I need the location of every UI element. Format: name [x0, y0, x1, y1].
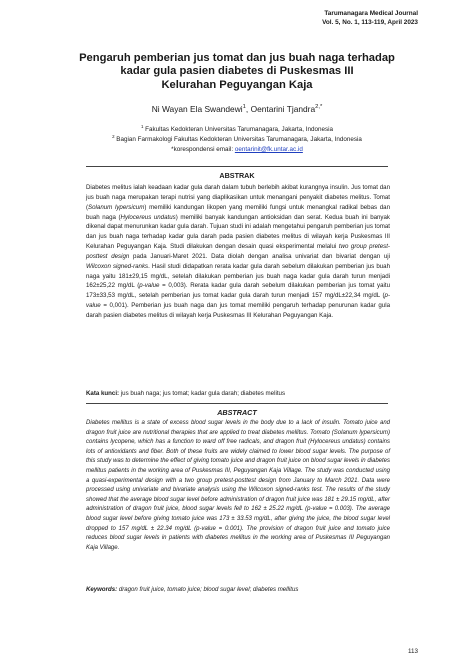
abstrak-tomato-species: Solanum lypersicum: [88, 203, 145, 211]
affiliation-1-text: Fakultas Kedokteran Universitas Tarumanagara, Jakarta, Indonesia: [143, 126, 334, 133]
correspondence-label: *korespondensi email:: [171, 145, 235, 153]
abstrak-paragraph: [86, 183, 390, 321]
author-separator: ,: [245, 104, 251, 114]
keywords: [86, 585, 390, 595]
abstrak-seg-g: = 0,001). Pemberian jus buah naga dan jus tomat memiliki pengaruh terhadap penurunan kadar gula darah pasien diabetes melitus di wilayah kerja Puskesmas III Kelurahan Peguyangan Kaja.: [86, 302, 390, 319]
correspondence-email-link[interactable]: oentarinit@fk.untar.ac.id: [234, 145, 303, 153]
abstrak-seg-f: = 0,003). Rerata kadar gula darah sebelum dilakukan pemberian jus tomat yaitu 173±33,53 mg/dL, setelah pemberian jus tomat kadar gula darah turun menjadi 157 mg/dL±22,34 mg/dL (: [86, 282, 390, 300]
affiliation-1: [40, 125, 434, 135]
title-line-1: Pengaruh pemberian jus tomat dan jus buah naga terhadap: [79, 52, 395, 64]
abstrak-pvalue-2: p-value: [86, 292, 390, 310]
title-line-2: kadar gula pasien diabetes di Puskesmas III: [120, 65, 354, 78]
paper-title: [40, 52, 434, 92]
abstrak-dragon-species: Hylocereus undatus: [120, 213, 176, 221]
affiliation-2-sup: 2: [112, 133, 115, 139]
kata-kunci: [86, 389, 390, 399]
affiliation-1-sup: 1: [140, 123, 144, 129]
abstrak-pvalue-1: p-value: [139, 282, 160, 290]
abstract-text: [86, 419, 390, 553]
affiliations: [40, 125, 434, 154]
author-1: Ni Wayan Ela Swandewi: [151, 104, 243, 114]
author-2: Oentarini Tjandra: [250, 104, 316, 114]
abstrak-seg-c: ) memiliki banyak kandungan antioksidan dan serat. Kedua buah ini banyak dikenal dapat menurunkan kadar gula darah. Tujuan studi ini adalah mengetahui pengaruh pemberian jus tomat dan jus buah naga terhadap kadar gula darah pada pasien diabetes melitus di wilayah kerja Puskesmas III Kelurahan Peguyangan Kaja. Studi dilakukan dengan desain quasi eksperimental melalui: [86, 213, 390, 251]
correspondence: [40, 145, 434, 155]
affiliation-2: [40, 135, 434, 145]
abstrak-seg-d: pada Januari-Maret 2021. Data diolah dengan analisa univariat dan bivariat dengan uji: [129, 252, 391, 260]
journal-issue: Vol. 5, No. 1, 113-119, April 2023: [322, 19, 418, 26]
keywords-text: dragon fruit juice, tomato juice; blood sugar level; diabetes mellitus: [117, 586, 299, 593]
keywords-label: Keywords:: [86, 586, 118, 593]
author-1-sup: 1: [242, 104, 246, 111]
page-number: 113: [407, 648, 418, 655]
abstrak-seg-b: ) memiliki kandungan likopen yang memiliki fungsi untuk menangkal radikal bebas dan buah naga (: [86, 203, 390, 221]
journal-header: [322, 9, 418, 27]
abstract-heading: ABSTRACT: [86, 403, 388, 422]
abstrak-text: [86, 183, 390, 321]
author-2-sup: 2,*: [315, 104, 323, 111]
abstract-paragraph: Diabetes mellitus is a state of excess blood sugar levels in the body due to a lack of insulin. Tomato juice and dragon fruit juice are nutritional therapies that are applied to treat diabetes mellitus. Tomato (Solanum lypersicum) contains lycopene, which has a function to ward off free radicals, and dragon fruit (Hylocereus undatus) contains lots of antioxidants and fiber. Both of these fruits are widely claimed to lower blood sugar levels. The purpose of this study was to determine the effect of giving tomato juice and dragon fruit juice on blood sugar levels in diabetes mellitus patients in the working area of Puskesmas III, Peguyangan Kaja Village. The study was conducted using a quasi-experimental design with a two group pretest-posttest design from January to March 2021. Data were processed using univariate and bivariate analysis using the Wilcoxon signed-ranks test. The results of the study showed that the average blood sugar level before administration of dragon fruit juice was 181 ± 29.15 mg/dL, after administration of dragon fruit juice, blood sugar levels fell to 162 ± 25.22 mg/dL (p-value = 0.003). The average blood sugar level before giving tomato juice was 173 ± 33.53 mg/dL, after giving the juice, the blood sugar level dropped to 157 mg/dL ± 22.34 mg/dL (p-value = 0.001). The provision of dragon fruit juice and tomato juice reduces blood sugar levels in patients with diabetes mellitus in the working area of Puskesmas III Peguyangan Kaja Village.: [86, 420, 390, 551]
author-list: [40, 104, 434, 115]
kata-kunci-label: Kata kunci:: [86, 390, 120, 397]
journal-name: Tarumanagara Medical Journal: [324, 10, 418, 17]
abstrak-seg-a: Diabetes melitus ialah keadaan kadar gula darah dalam tubuh berlebih akibat kurangnya insulin. Jus tomat dan jus buah naga merupakan terapi nutrisi yang diaplikasikan untuk menangani penyakit diabetes melitus. Tomat (: [86, 184, 390, 211]
affiliation-2-text: Bagian Farmakologi Fakultas Kedokteran Universitas Tarumanagara, Jakarta, Indonesia: [114, 135, 362, 143]
abstrak-heading: ABSTRAK: [86, 166, 388, 185]
abstrak-seg-e: . Hasil studi didapatkan rerata kadar gula darah sebelum dilakukan pemberian jus buah naga yaitu 181±29,15 mg/dL, setelah dilakukan pemberian jus buah naga kadar gula darah turun menjadi 162±25,22 mg/dL (: [86, 262, 390, 290]
abstrak-test: Wilcoxon signed-ranks: [86, 262, 149, 270]
abstrak-design: two group pretest-posttest design: [86, 243, 390, 260]
title-line-3: Kelurahan Peguyangan Kaja: [161, 78, 313, 91]
kata-kunci-text: jus buah naga; jus tomat; kadar gula darah; diabetes melitus: [119, 390, 286, 397]
